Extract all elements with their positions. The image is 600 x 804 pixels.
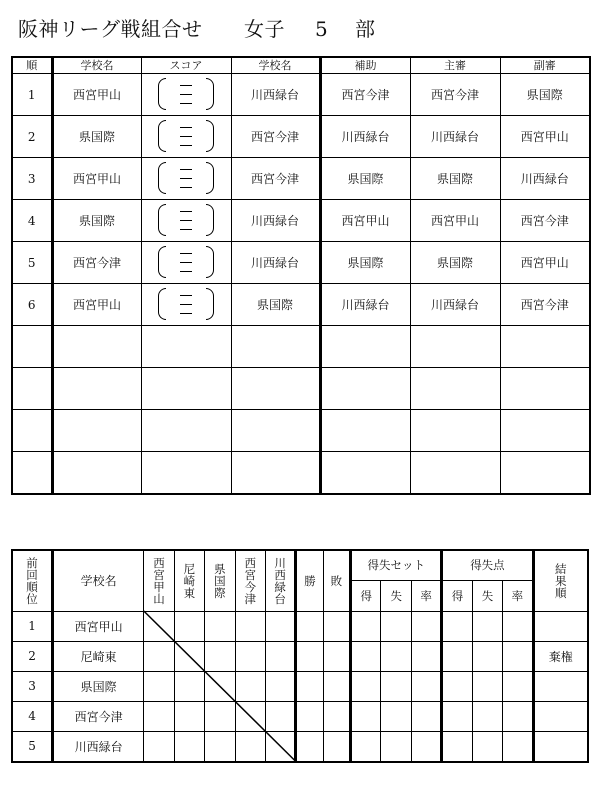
score-cell[interactable] [141,200,231,242]
result-cell[interactable] [533,701,588,731]
previous-rank-cell: 3 [12,671,53,701]
empty-cell[interactable] [12,326,52,368]
result-cell[interactable] [533,731,588,762]
points-ratio-cell[interactable] [503,671,533,701]
header-sets-ratio: 率 [411,580,441,611]
score-cell[interactable] [141,116,231,158]
match-cell[interactable] [144,701,174,731]
match-cell[interactable] [265,671,295,701]
previous-rank-cell: 4 [12,701,53,731]
header-score: スコア [141,57,231,74]
empty-cell[interactable] [231,326,320,368]
chief-referee-cell: 県国際 [410,242,500,284]
results-row [12,641,588,671]
empty-cell[interactable] [52,368,141,410]
order-cell: 3 [12,158,52,200]
team2-cell: 川西緑台 [231,242,320,284]
sub-referee-cell: 西宮今津 [500,200,590,242]
sets-lost-cell[interactable] [381,731,411,762]
sets-ratio-cell[interactable] [411,641,441,671]
header-opponent-5 [265,550,295,611]
team2-cell: 県国際 [231,284,320,326]
assist-cell: 県国際 [320,242,410,284]
wins-cell[interactable] [296,731,323,762]
sets-lost-cell[interactable] [381,611,411,641]
assist-cell: 西宮今津 [320,74,410,116]
empty-cell[interactable] [410,410,500,452]
empty-cell[interactable] [141,452,231,495]
match-cell[interactable] [235,671,265,701]
empty-cell[interactable] [320,452,410,495]
header-opponent-1 [144,550,174,611]
school-cell: 尼崎東 [53,641,144,671]
empty-cell[interactable] [410,368,500,410]
sets-ratio-cell[interactable] [411,731,441,762]
losses-cell[interactable] [323,611,350,641]
team2-cell: 西宮今津 [231,116,320,158]
empty-cell[interactable] [52,326,141,368]
chief-referee-cell: 川西緑台 [410,284,500,326]
header-order: 順 [12,57,52,74]
header-set-group: 得失セット [351,550,442,580]
assist-cell: 西宮甲山 [320,200,410,242]
sets-won-cell[interactable] [351,731,381,762]
header-school-2: 学校名 [231,57,320,74]
opponent-1-label: 西宮甲山 [153,555,165,606]
schedule-header-row [12,57,590,74]
results-header-row-1 [12,550,588,580]
empty-cell[interactable] [410,452,500,495]
schedule-row [12,284,590,326]
match-cell[interactable] [144,611,174,641]
team1-cell: 県国際 [52,116,141,158]
wins-cell[interactable] [296,611,323,641]
empty-cell[interactable] [52,410,141,452]
schedule-row [12,116,590,158]
sets-won-cell[interactable] [351,671,381,701]
match-cell[interactable] [235,641,265,671]
header-previous-rank [12,550,53,611]
match-cell[interactable] [174,701,204,731]
order-cell: 1 [12,74,52,116]
sets-won-cell[interactable] [351,701,381,731]
sub-referee-cell: 県国際 [500,74,590,116]
title-division-number: 5 [315,17,329,41]
score-brackets [158,246,214,280]
header-school-name: 学校名 [53,550,144,611]
points-lost-cell[interactable] [472,671,502,701]
header-school-1: 学校名 [52,57,141,74]
sets-ratio-cell[interactable] [411,701,441,731]
previous-rank-cell: 2 [12,641,53,671]
sub-referee-cell: 西宮甲山 [500,242,590,284]
match-cell[interactable] [205,671,235,701]
score-brackets [158,78,214,112]
school-cell: 県国際 [53,671,144,701]
losses-cell[interactable] [323,701,350,731]
results-row [12,611,588,641]
empty-cell[interactable] [500,452,590,495]
sets-won-cell[interactable] [351,611,381,641]
assist-cell: 県国際 [320,158,410,200]
header-opponent-2 [174,550,204,611]
team1-cell: 西宮甲山 [52,284,141,326]
school-cell: 川西緑台 [53,731,144,762]
league-results-table [11,549,589,763]
result-cell[interactable]: 棄権 [533,641,588,671]
wins-cell[interactable] [296,671,323,701]
schedule-row [12,158,590,200]
header-sets-lost: 失 [381,580,411,611]
losses-cell[interactable] [323,731,350,762]
sets-ratio-cell[interactable] [411,611,441,641]
team1-cell: 西宮甲山 [52,74,141,116]
empty-cell[interactable] [500,326,590,368]
points-ratio-cell[interactable] [503,641,533,671]
assist-cell: 川西緑台 [320,116,410,158]
empty-cell[interactable] [231,452,320,495]
points-ratio-cell[interactable] [503,611,533,641]
score-brackets [158,120,214,154]
points-won-cell[interactable] [442,731,472,762]
match-cell[interactable] [235,611,265,641]
result-rank-label: 結果順 [555,561,567,600]
header-points-won: 得 [442,580,472,611]
order-cell: 6 [12,284,52,326]
points-ratio-cell[interactable] [503,701,533,731]
results-row [12,731,588,762]
points-won-cell[interactable] [442,611,472,641]
empty-cell[interactable] [52,452,141,495]
previous-rank-label: 前回順位 [26,555,38,606]
losses-cell[interactable] [323,671,350,701]
sets-lost-cell[interactable] [381,641,411,671]
empty-cell[interactable] [12,410,52,452]
empty-cell[interactable] [12,368,52,410]
page-title [18,14,376,44]
team2-cell: 川西緑台 [231,200,320,242]
match-cell[interactable] [174,641,204,671]
score-brackets [158,162,214,196]
points-won-cell[interactable] [442,701,472,731]
match-cell[interactable] [205,731,235,762]
schedule-empty-row [12,368,590,410]
header-chief-referee: 主審 [410,57,500,74]
assist-cell: 川西緑台 [320,284,410,326]
title-gender: 女子 [244,17,285,41]
sets-ratio-cell[interactable] [411,671,441,701]
header-result-rank [533,550,588,611]
score-cell[interactable] [141,242,231,284]
header-points-ratio: 率 [503,580,533,611]
title-division-label: 部 [355,17,376,41]
previous-rank-cell: 1 [12,611,53,641]
empty-cell[interactable] [141,410,231,452]
order-cell: 5 [12,242,52,284]
points-lost-cell[interactable] [472,731,502,762]
schedule-row [12,74,590,116]
match-cell[interactable] [205,701,235,731]
points-won-cell[interactable] [442,671,472,701]
wins-cell[interactable] [296,641,323,671]
match-cell[interactable] [265,641,295,671]
results-row [12,701,588,731]
title-main: 阪神リーグ戦組合せ [18,17,203,41]
header-sub-referee: 副審 [500,57,590,74]
match-cell[interactable] [235,731,265,762]
empty-cell[interactable] [410,326,500,368]
empty-cell[interactable] [141,326,231,368]
score-cell[interactable] [141,284,231,326]
sub-referee-cell: 西宮今津 [500,284,590,326]
match-cell[interactable] [144,671,174,701]
previous-rank-cell: 5 [12,731,53,762]
opponent-3-label: 県国際 [214,561,226,600]
opponent-5-label: 川西緑台 [274,555,286,606]
match-cell[interactable] [205,611,235,641]
match-cell[interactable] [265,611,295,641]
school-cell: 西宮甲山 [53,611,144,641]
match-schedule-table [11,56,591,495]
result-cell[interactable] [533,671,588,701]
empty-cell[interactable] [12,452,52,495]
sets-won-cell[interactable] [351,641,381,671]
header-wins: 勝 [296,550,323,611]
points-lost-cell[interactable] [472,611,502,641]
schedule-empty-row [12,326,590,368]
chief-referee-cell: 西宮今津 [410,74,500,116]
sets-lost-cell[interactable] [381,701,411,731]
order-cell: 4 [12,200,52,242]
match-cell[interactable] [174,611,204,641]
match-cell[interactable] [174,671,204,701]
empty-cell[interactable] [231,368,320,410]
header-sets-won: 得 [351,580,381,611]
team1-cell: 県国際 [52,200,141,242]
header-assist: 補助 [320,57,410,74]
match-cell[interactable] [265,731,295,762]
chief-referee-cell: 川西緑台 [410,116,500,158]
team2-cell: 西宮今津 [231,158,320,200]
opponent-2-label: 尼崎東 [183,561,196,600]
header-point-group: 得失点 [442,550,533,580]
wins-cell[interactable] [296,701,323,731]
score-cell[interactable] [141,158,231,200]
header-points-lost: 失 [472,580,502,611]
score-cell[interactable] [141,74,231,116]
points-ratio-cell[interactable] [503,731,533,762]
points-lost-cell[interactable] [472,701,502,731]
empty-cell[interactable] [141,368,231,410]
school-cell: 西宮今津 [53,701,144,731]
score-brackets [158,204,214,238]
empty-cell[interactable] [500,410,590,452]
results-row [12,671,588,701]
score-brackets [158,288,214,322]
match-cell[interactable] [205,641,235,671]
empty-cell[interactable] [500,368,590,410]
header-opponent-4 [235,550,265,611]
match-cell[interactable] [144,731,174,762]
match-cell[interactable] [235,701,265,731]
empty-cell[interactable] [320,410,410,452]
sub-referee-cell: 西宮甲山 [500,116,590,158]
chief-referee-cell: 西宮甲山 [410,200,500,242]
match-cell[interactable] [174,731,204,762]
schedule-empty-row [12,452,590,495]
header-losses: 敗 [323,550,350,611]
chief-referee-cell: 県国際 [410,158,500,200]
sub-referee-cell: 川西緑台 [500,158,590,200]
team1-cell: 西宮今津 [52,242,141,284]
points-lost-cell[interactable] [472,641,502,671]
opponent-4-label: 西宮今津 [244,555,256,606]
empty-cell[interactable] [231,410,320,452]
result-cell[interactable] [533,611,588,641]
match-cell[interactable] [265,701,295,731]
schedule-row [12,200,590,242]
team2-cell: 川西緑台 [231,74,320,116]
losses-cell[interactable] [323,641,350,671]
header-opponent-3 [205,550,235,611]
schedule-empty-row [12,410,590,452]
sets-lost-cell[interactable] [381,671,411,701]
order-cell: 2 [12,116,52,158]
team1-cell: 西宮甲山 [52,158,141,200]
empty-cell[interactable] [320,368,410,410]
empty-cell[interactable] [320,326,410,368]
schedule-row [12,242,590,284]
match-cell[interactable] [144,641,174,671]
points-won-cell[interactable] [442,641,472,671]
